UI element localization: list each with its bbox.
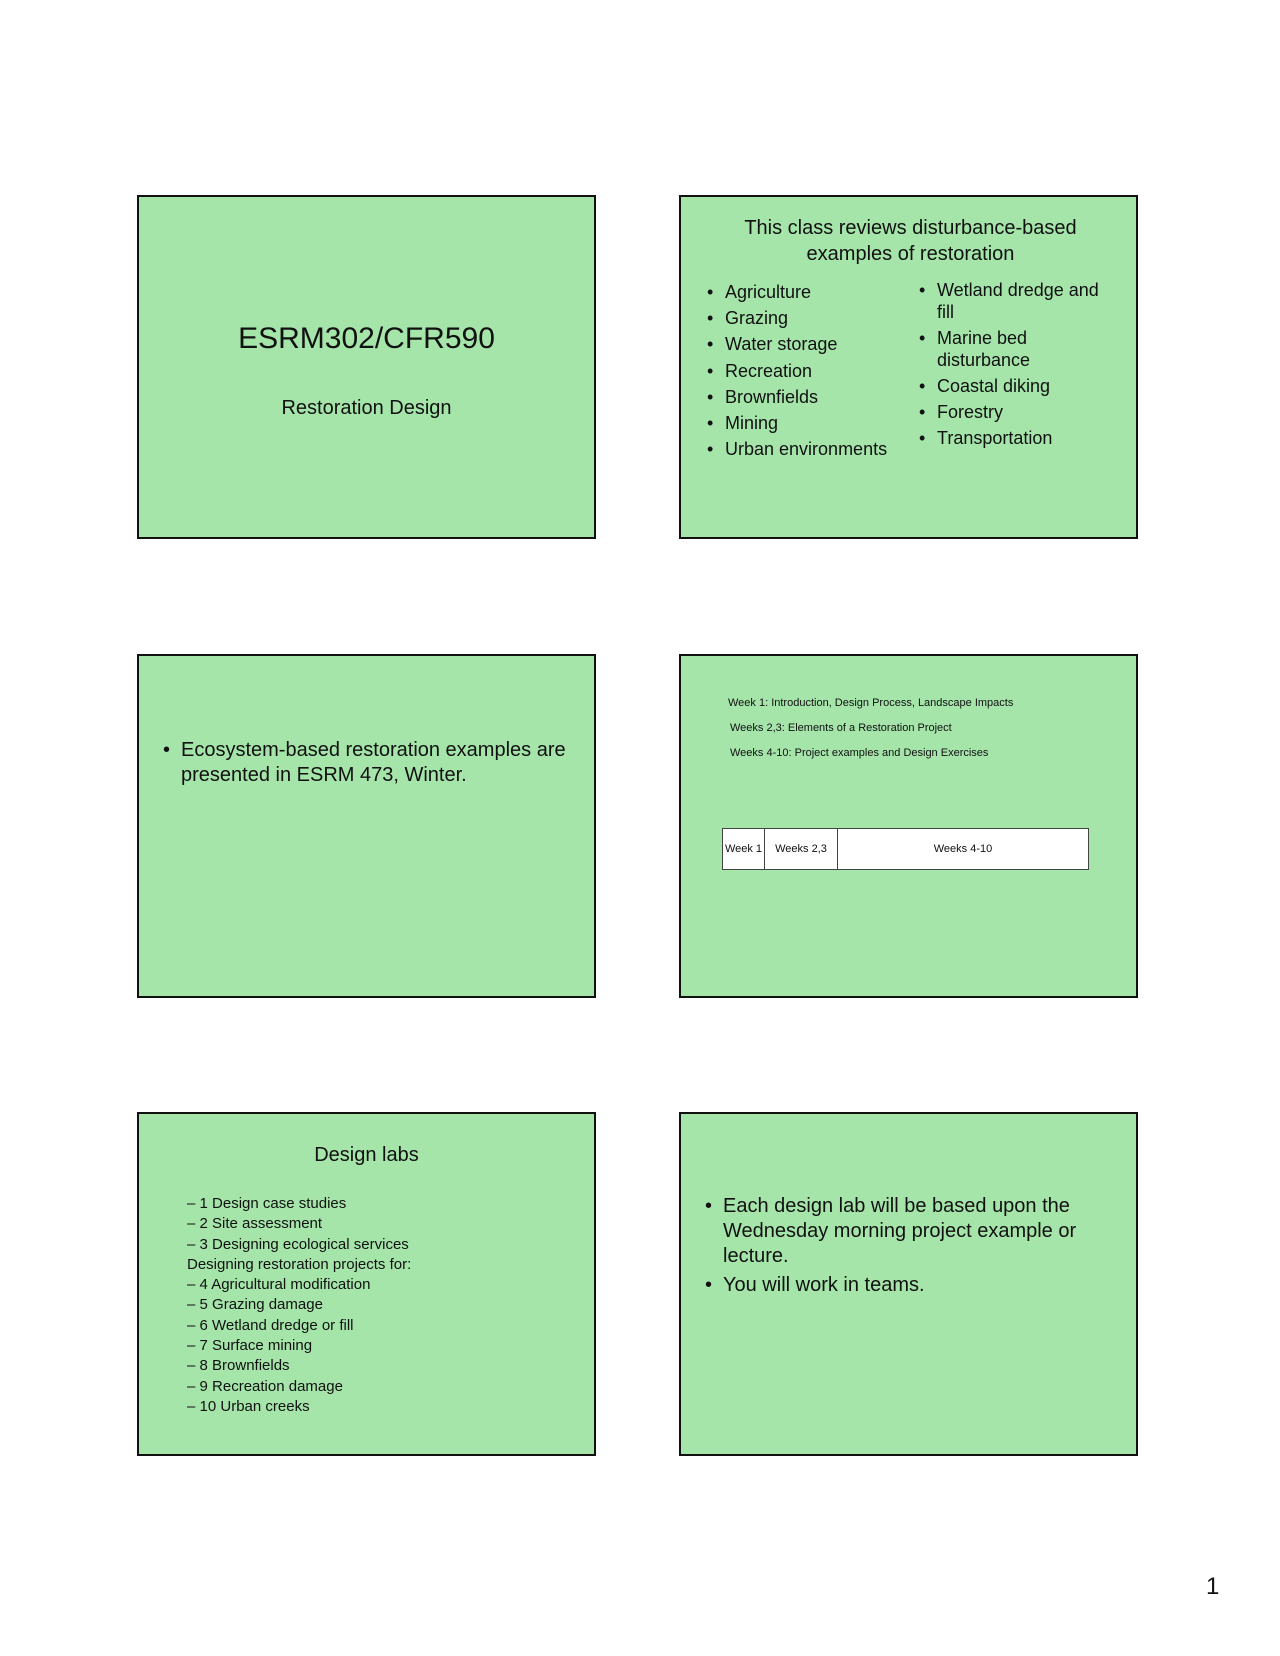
examples-list-right xyxy=(919,279,1119,453)
list-item: – 4 Agricultural modification xyxy=(187,1275,411,1295)
list-item: • Transportation xyxy=(919,427,1119,449)
timeline-weeks-4-10: Weeks 4-10 xyxy=(933,843,993,855)
list-item: – 9 Recreation damage xyxy=(187,1377,411,1397)
slide-design-labs xyxy=(137,1112,596,1456)
list-item: – 7 Surface mining xyxy=(187,1336,411,1356)
slide-ecosystem-note xyxy=(137,654,596,998)
list-item: – 3 Designing ecological services xyxy=(187,1235,411,1255)
list-item: • Urban environments xyxy=(707,436,887,462)
list-item: – 8 Brownfields xyxy=(187,1356,411,1376)
slide-disturbance-examples xyxy=(679,195,1138,539)
list-item: • Forestry xyxy=(919,401,1119,423)
list-item: • Grazing xyxy=(707,305,887,331)
slide-heading: Design labs xyxy=(314,1144,419,1166)
timeline-weeks-2-3: Weeks 2,3 xyxy=(765,829,838,869)
bullet-list xyxy=(705,1194,1125,1302)
list-item: • Marine bed disturbance xyxy=(919,327,1119,371)
list-item: • Mining xyxy=(707,410,887,436)
list-item: • Each design lab will be based upon the Wednesday morning project example or lecture. xyxy=(705,1194,1125,1269)
examples-list-left xyxy=(707,279,887,462)
page-number: 1 xyxy=(1206,1573,1220,1600)
list-item: • Coastal diking xyxy=(919,375,1119,397)
list-item: • You will work in teams. xyxy=(705,1273,1125,1298)
list-item: – 2 Site assessment xyxy=(187,1214,411,1234)
list-item: – 5 Grazing damage xyxy=(187,1295,411,1315)
list-subheading: Designing restoration projects for: xyxy=(187,1255,412,1273)
labs-list xyxy=(187,1194,411,1417)
list-item: • Recreation xyxy=(707,358,887,384)
list-item: – 10 Urban creeks xyxy=(187,1397,411,1417)
bullet-list xyxy=(163,738,573,788)
list-item: – 1 Design case studies xyxy=(187,1194,411,1214)
list-item: • Ecosystem-based restoration examples are presented in ESRM 473, Winter. xyxy=(163,738,573,788)
schedule-timeline xyxy=(722,828,1089,870)
course-code: ESRM302/CFR590 xyxy=(238,322,495,355)
list-item: • Water storage xyxy=(707,331,887,357)
course-subtitle: Restoration Design xyxy=(281,397,452,419)
schedule-line: Weeks 4-10: Project examples and Design Exercises xyxy=(730,747,989,759)
schedule-line: Weeks 2,3: Elements of a Restoration Project xyxy=(730,722,952,734)
timeline-week-1: Week 1 xyxy=(723,829,765,869)
slide-heading: This class reviews disturbance-based examples of restoration xyxy=(744,217,1077,265)
schedule-line: Week 1: Introduction, Design Process, Landscape Impacts xyxy=(728,697,1014,709)
list-item: • Wetland dredge and fill xyxy=(919,279,1119,323)
list-item: – 6 Wetland dredge or fill xyxy=(187,1316,411,1336)
list-item: • Brownfields xyxy=(707,384,887,410)
slide-title xyxy=(137,195,596,539)
list-item: • Agriculture xyxy=(707,279,887,305)
slide-schedule xyxy=(679,654,1138,998)
slide-lab-notes xyxy=(679,1112,1138,1456)
